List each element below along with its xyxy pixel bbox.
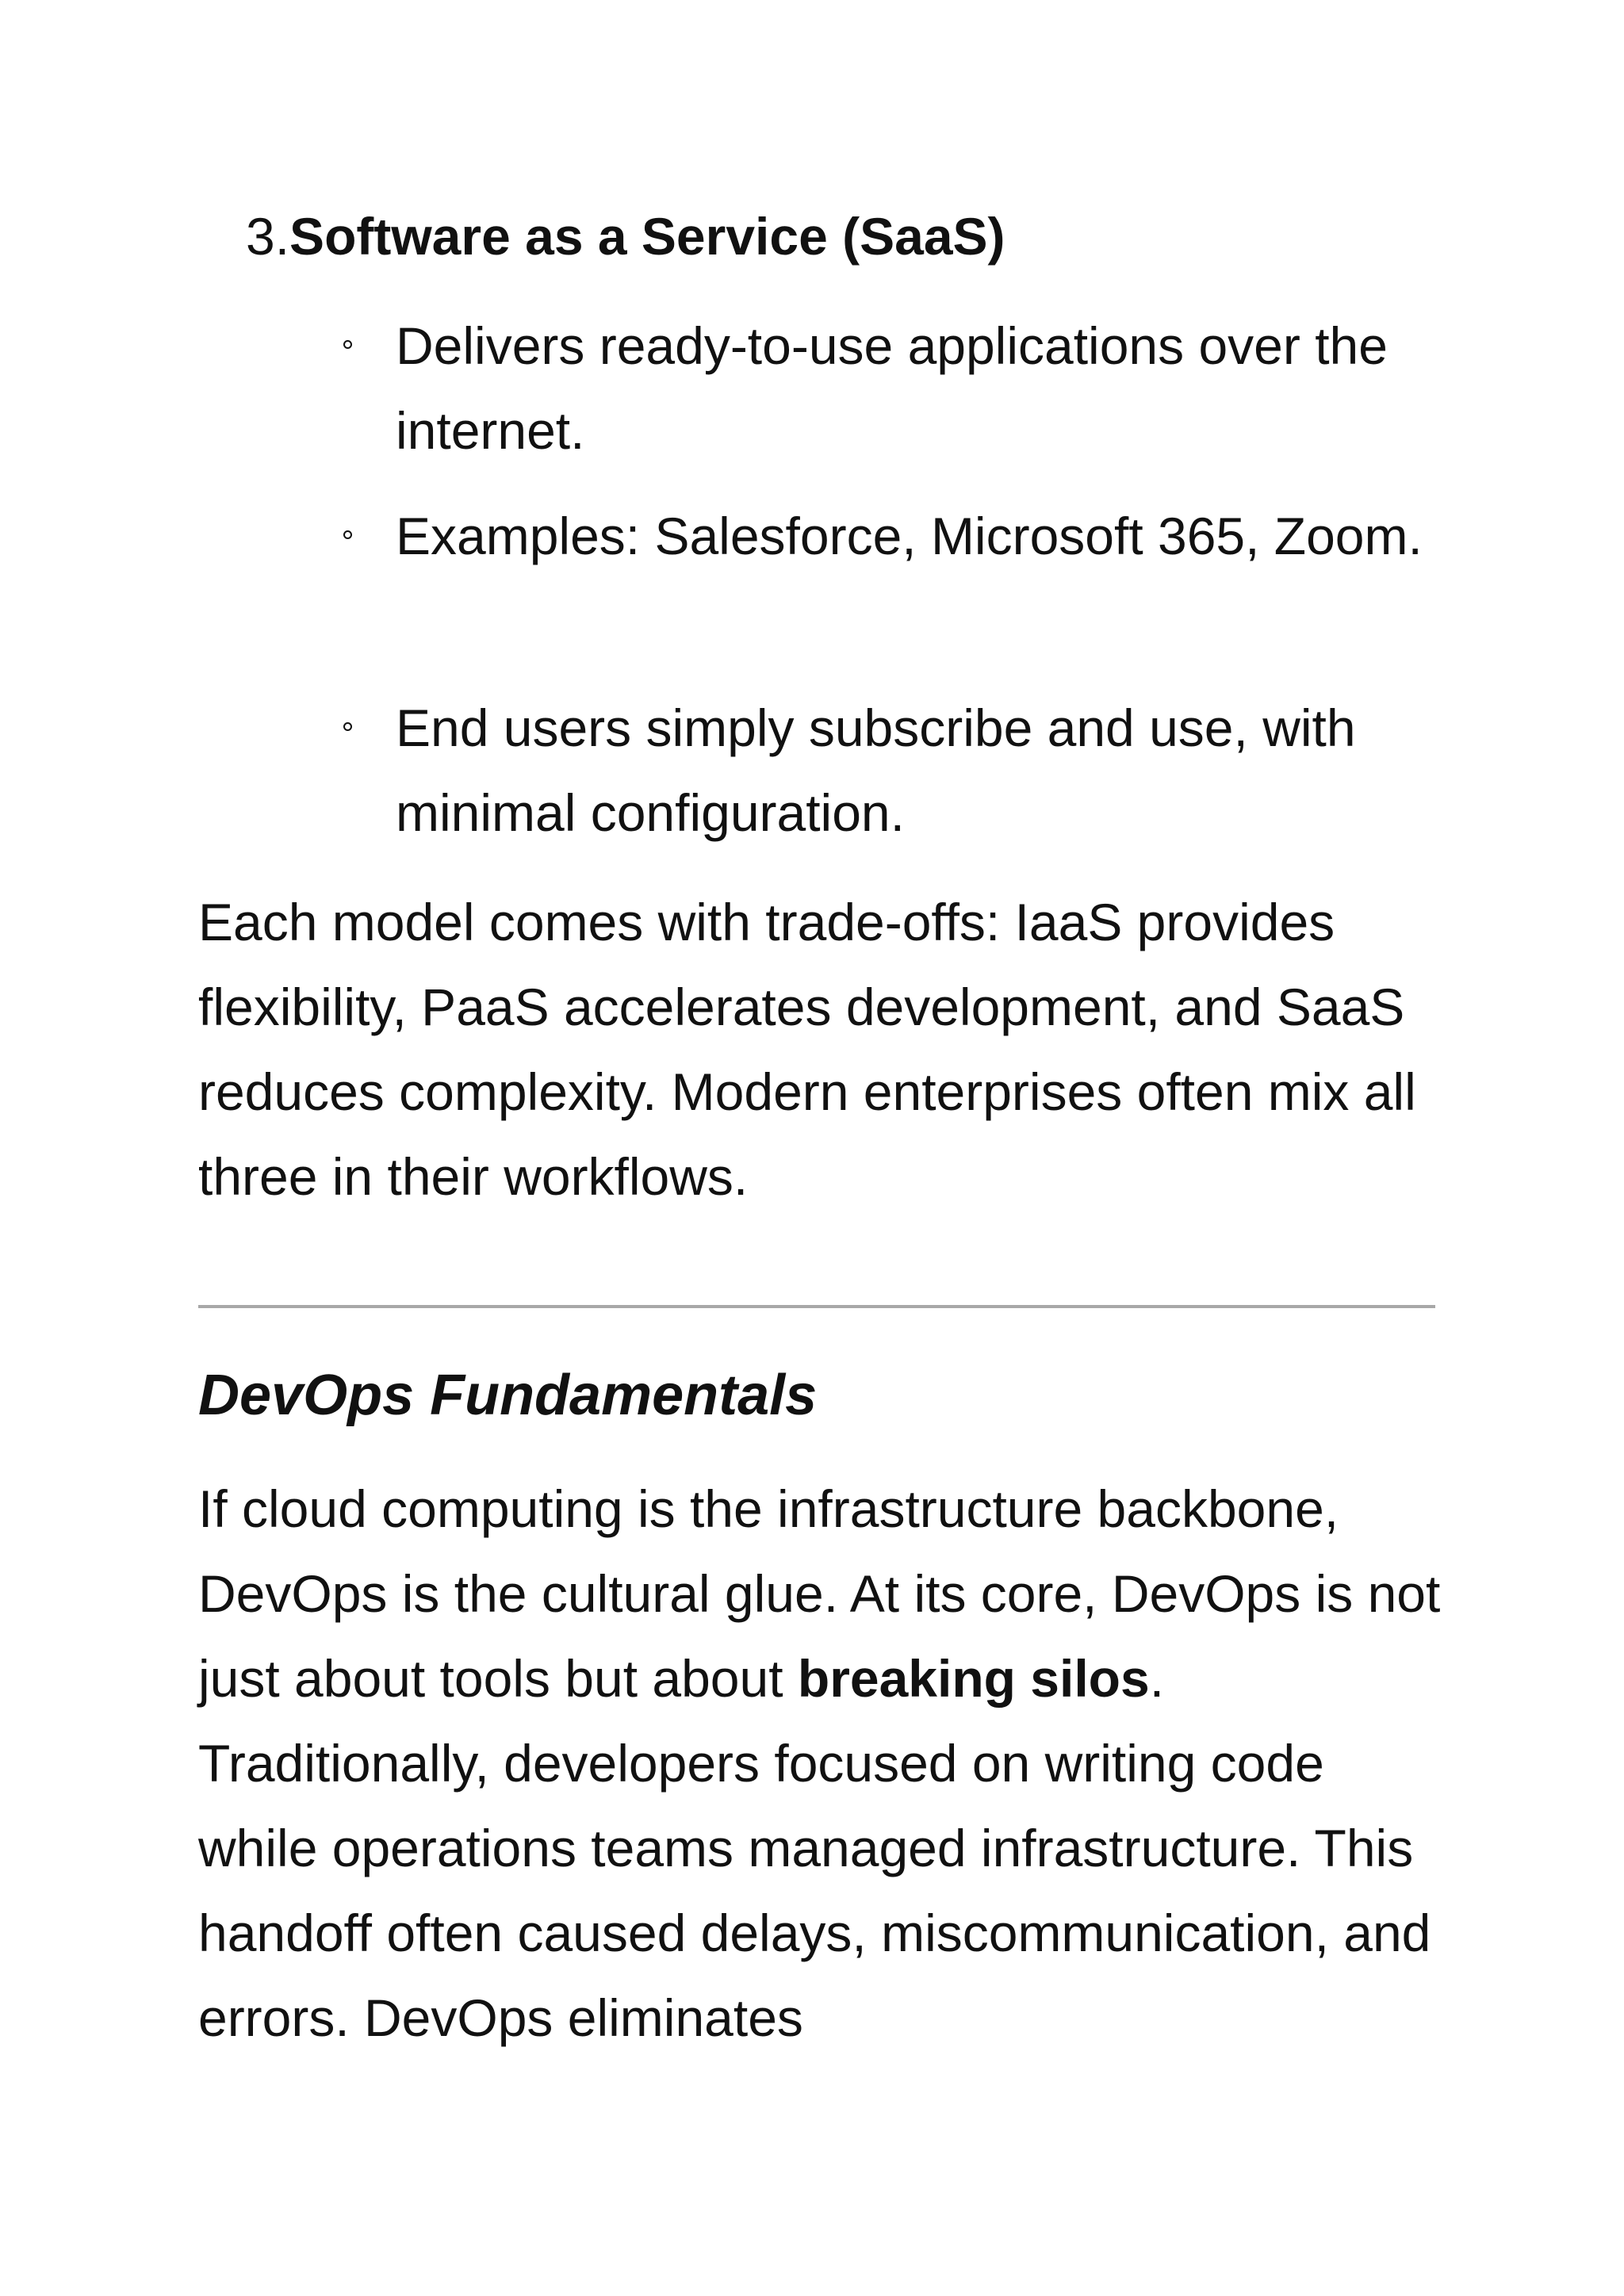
paragraph-text: . Traditionally, developers focused on writing code while operations teams managed infrastructure. This handoff often caused delays, miscommunication, and errors. DevOps eliminates: [198, 1649, 1431, 2047]
list-item-text: Examples: Salesforce, Microsoft 365, Zoom.: [396, 507, 1423, 565]
paragraph-tradeoffs: Each model comes with trade-offs: IaaS provides flexibility, PaaS accelerates development, and SaaS reduces complexity. Modern enterprises often mix all three in their workflows.: [198, 893, 1416, 1206]
list-item-text: Delivers ready-to-use applications over the internet.: [396, 316, 1388, 460]
list-item-text: End users simply subscribe and use, with minimal configuration.: [396, 698, 1356, 842]
numbered-list-item: [246, 205, 1005, 268]
list-item-title: Software as a Service (SaaS): [289, 207, 1005, 266]
horizontal-divider: [198, 1305, 1435, 1308]
paragraph-text: If cloud computing is the infrastructure backbone, DevOps is the cultural glue. At its core, DevOps is not just about tools but about: [198, 1479, 1441, 1708]
circle-bullet-icon: [343, 340, 352, 349]
emphasized-text: breaking silos: [797, 1649, 1150, 1708]
paragraph-devops-intro: [198, 1467, 1443, 2061]
circle-bullet-icon: [343, 722, 352, 731]
circle-bullet-icon: [343, 530, 352, 539]
list-number: 3.: [246, 207, 290, 266]
section-heading: DevOps Fundamentals: [198, 1364, 818, 1427]
